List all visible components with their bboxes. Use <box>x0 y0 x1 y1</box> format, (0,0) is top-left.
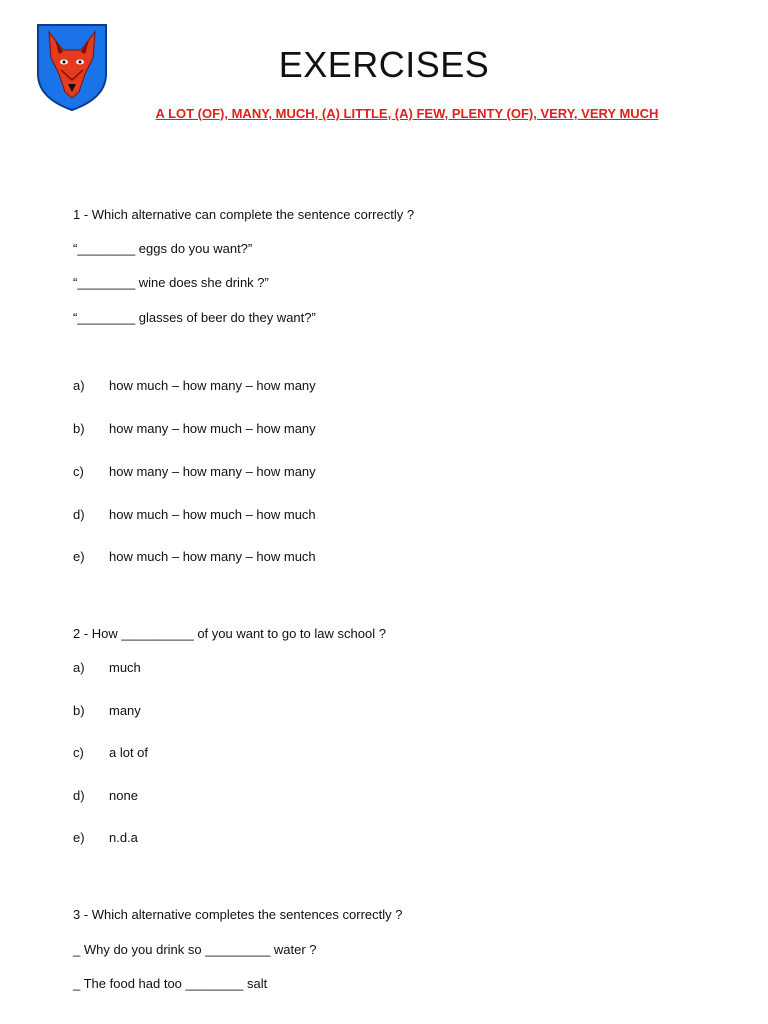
q1-option-a <box>73 378 316 393</box>
q2-option-b <box>73 703 141 718</box>
question-3: 3 - Which alternative completes the sentences correctly ? <box>73 907 403 922</box>
q3-sentence-1: _ Why do you drink so _________ water ? <box>73 942 317 957</box>
option-text: how much – how much – how much <box>109 507 316 522</box>
option-text: how many – how much – how many <box>109 421 316 436</box>
option-letter: b) <box>73 703 85 718</box>
option-letter: d) <box>73 788 85 803</box>
option-text: how much – how many – how many <box>109 378 316 393</box>
q3-sentence-2: _ The food had too ________ salt <box>73 976 268 991</box>
option-letter: d) <box>73 507 85 522</box>
option-letter: e) <box>73 830 85 845</box>
q1-sentence-2: “________ wine does she drink ?” <box>73 275 269 290</box>
q1-option-c <box>73 464 316 479</box>
q1-option-e <box>73 549 316 564</box>
option-text: how much – how many – how much <box>109 549 316 564</box>
page-subtitle: A LOT (OF), MANY, MUCH, (A) LITTLE, (A) FEW, PLENTY (OF), VERY, VERY MUCH <box>155 106 659 121</box>
option-letter: b) <box>73 421 85 436</box>
option-text: n.d.a <box>109 830 138 845</box>
option-letter: a) <box>73 660 85 675</box>
option-letter: e) <box>73 549 85 564</box>
page-title: EXERCISES <box>278 44 490 85</box>
q2-option-e <box>73 830 138 845</box>
option-letter: a) <box>73 378 85 393</box>
option-text: none <box>109 788 138 803</box>
option-text: a lot of <box>109 745 149 760</box>
option-text: much <box>109 660 141 675</box>
q1-sentence-1: “________ eggs do you want?” <box>73 241 253 256</box>
q2-option-c <box>73 745 148 760</box>
option-letter: c) <box>73 745 84 760</box>
option-letter: c) <box>73 464 84 479</box>
q1-sentence-3: “________ glasses of beer do they want?” <box>73 310 316 325</box>
question-2: 2 - How __________ of you want to go to law school ? <box>73 626 386 641</box>
option-text: how many – how many – how many <box>109 464 316 479</box>
q1-option-b <box>73 421 316 436</box>
q1-option-d <box>73 507 316 522</box>
q2-option-a <box>73 660 141 675</box>
q2-option-d <box>73 788 138 803</box>
question-1: 1 - Which alternative can complete the sentence correctly ? <box>73 207 415 222</box>
option-text: many <box>109 703 141 718</box>
